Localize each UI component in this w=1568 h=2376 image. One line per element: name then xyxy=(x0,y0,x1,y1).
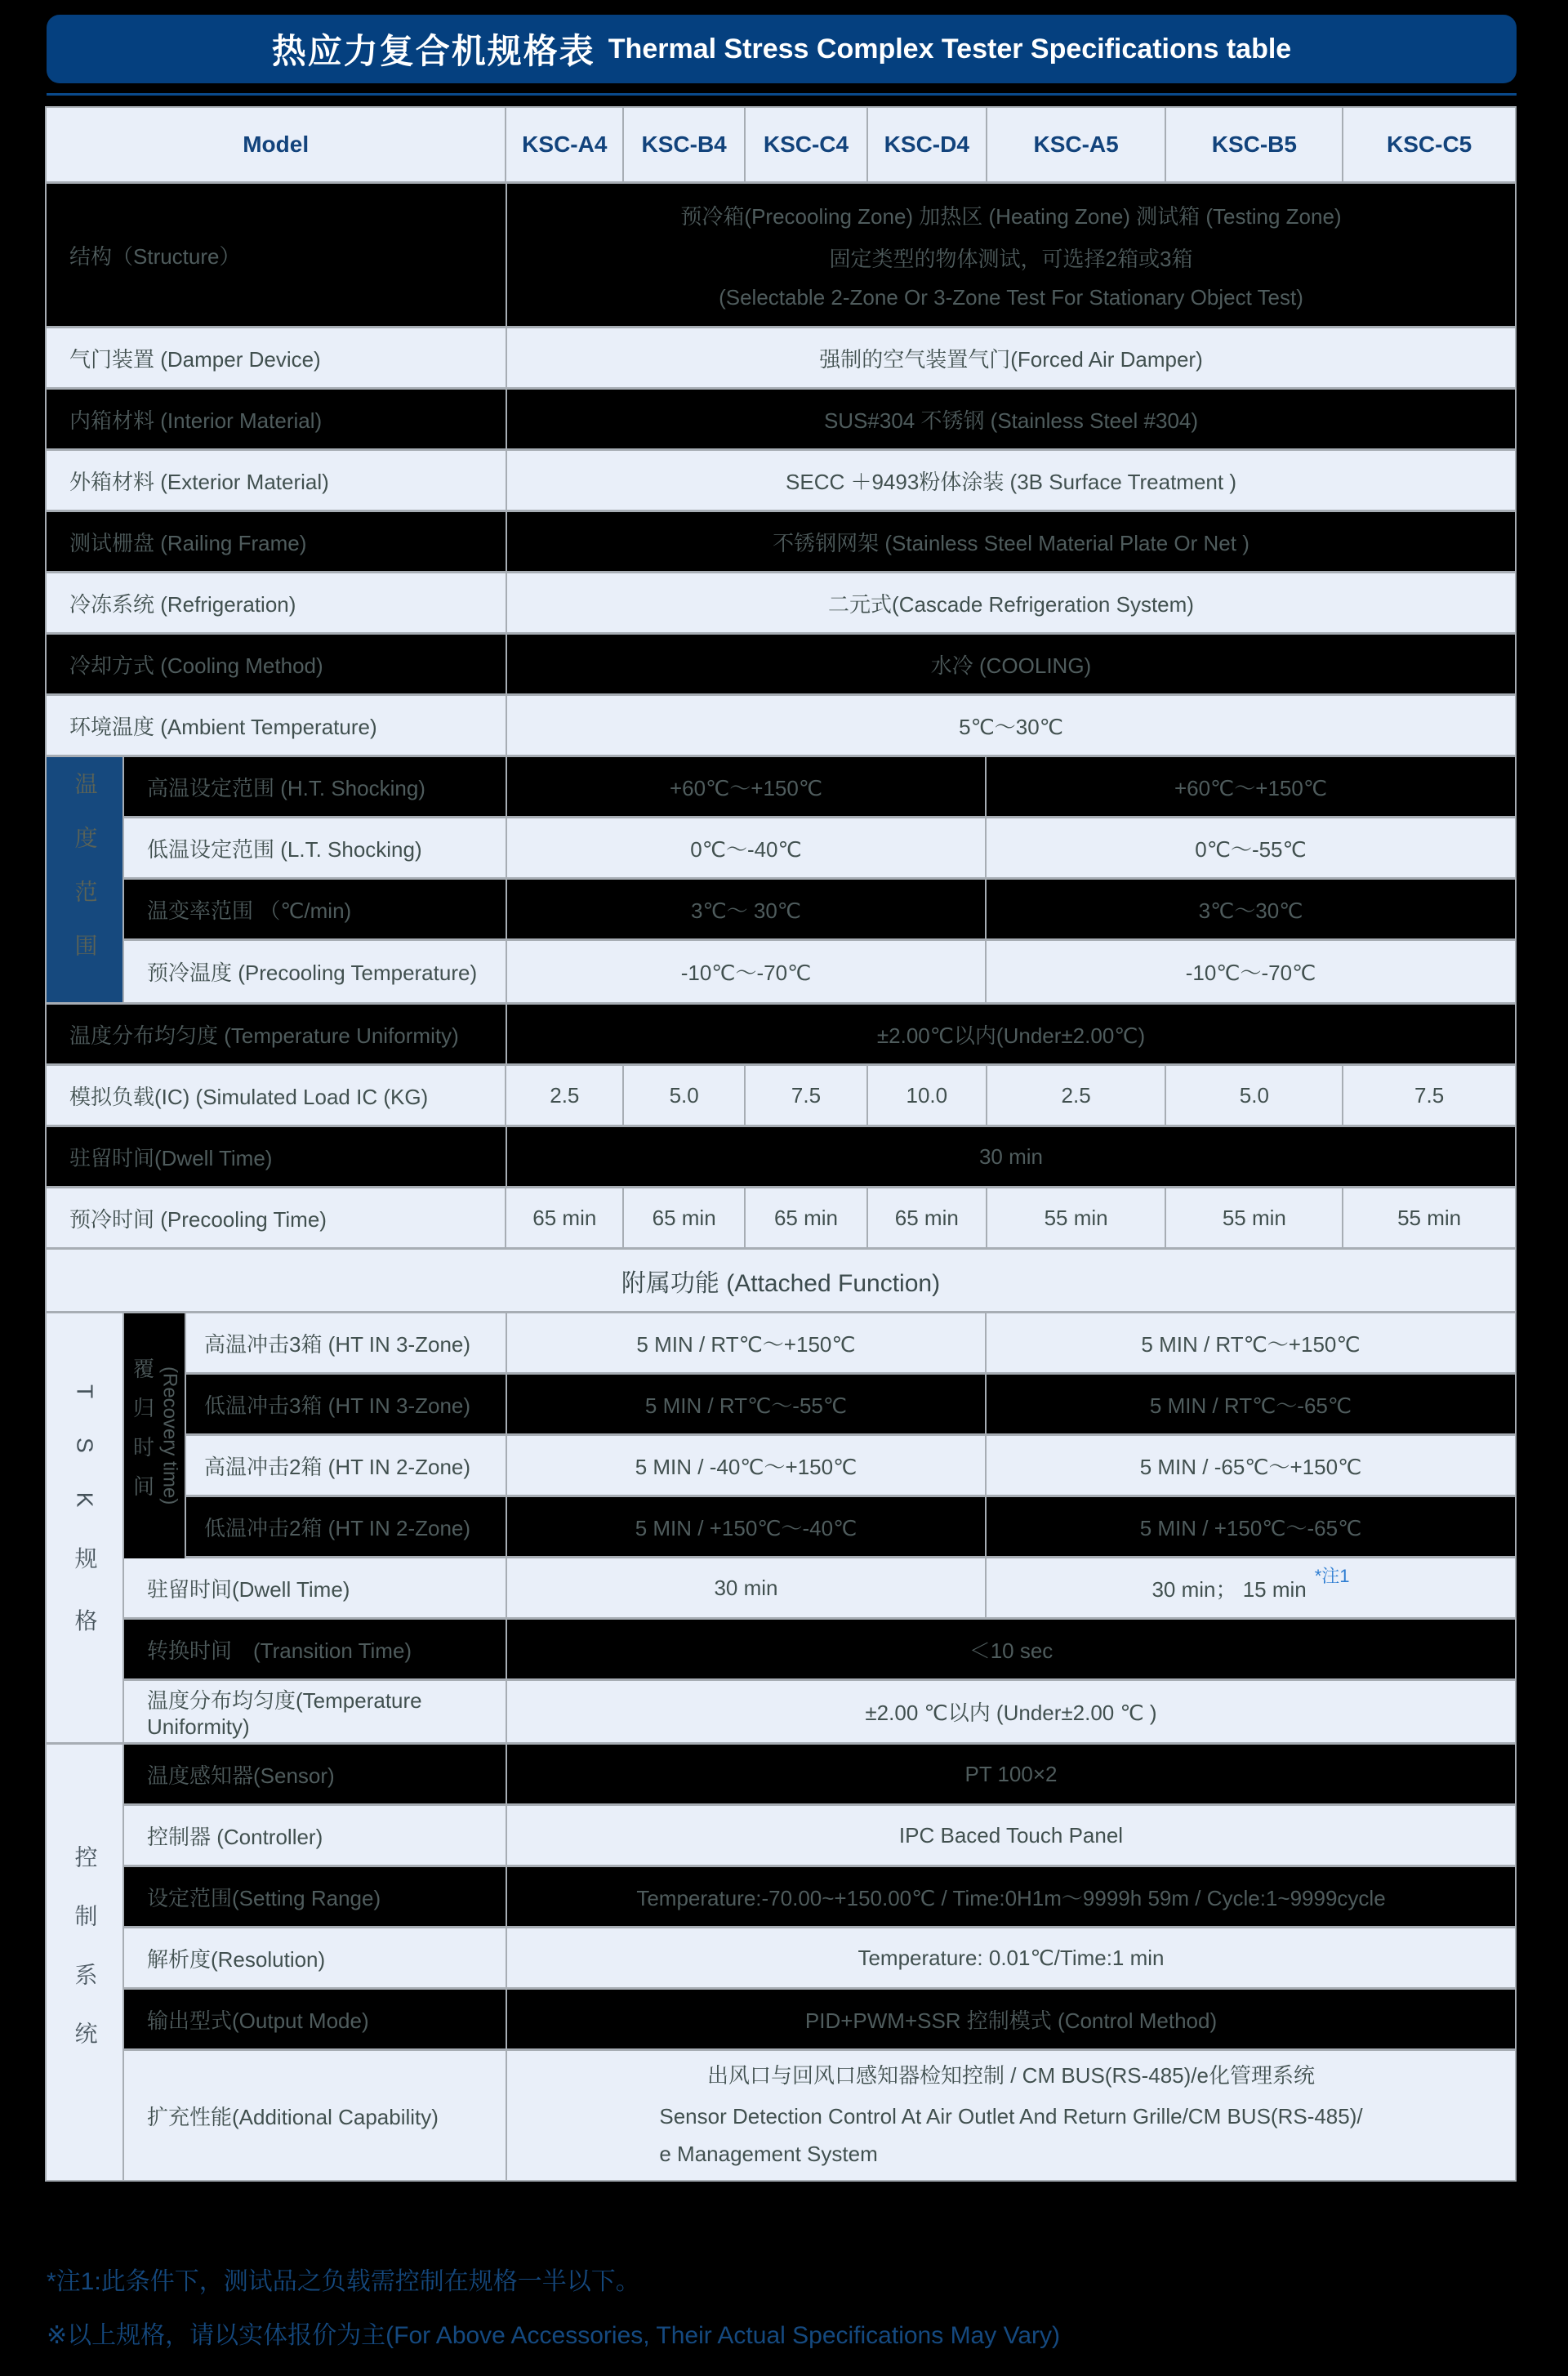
controller-label: 控制器 (Controller) xyxy=(124,1806,507,1865)
tsk-dwell-value-5series xyxy=(987,1558,1515,1617)
refrigeration-label: 冷冻系统 (Refrigeration) xyxy=(47,573,507,632)
structure-label: 结构（Structure） xyxy=(47,184,507,326)
row-precool-temp xyxy=(124,941,1515,1002)
row-ht-3zone xyxy=(186,1313,1515,1375)
row-ambient xyxy=(47,696,1515,757)
control-sidebar-label: 控制系统 xyxy=(72,1844,98,2080)
row-sensor xyxy=(124,1745,1515,1806)
control-sidebar xyxy=(47,1745,124,2180)
model-ksc-b4: KSC-B4 xyxy=(624,108,746,181)
precool-temp-value-5series: -10℃～-70℃ xyxy=(1185,961,1316,985)
lt-shocking-label: 低温设定范围 (L.T. Shocking) xyxy=(124,818,507,877)
load-ksc-a4: 2.5 xyxy=(506,1066,624,1125)
row-railing xyxy=(47,512,1515,573)
output-mode-label: 输出型式(Output Mode) xyxy=(124,1990,507,2048)
dwell-time-label: 驻留时间(Dwell Time) xyxy=(47,1127,507,1186)
precool-ksc-b5: 55 min xyxy=(1166,1188,1343,1247)
row-attached-function xyxy=(47,1250,1515,1313)
row-lt-2zone xyxy=(186,1497,1515,1558)
model-ksc-d4: KSC-D4 xyxy=(868,108,987,181)
lt-3zone-label: 低温冲击3箱 (HT IN 3-Zone) xyxy=(186,1375,507,1433)
structure-line-3: (Selectable 2-Zone Or 3-Zone Test For Stationary Object Test) xyxy=(719,284,1303,310)
lt-shocking-value-4series: 0℃～-40℃ xyxy=(507,818,987,877)
setting-range-value: Temperature:-70.00~+150.00℃ / Time:0H1m～9999h 59m / Cycle:1~9999cycle xyxy=(636,1885,1386,1910)
row-uniformity xyxy=(47,1005,1515,1066)
ht-2zone-value-5series: 5 MIN / -65℃～+150℃ xyxy=(1139,1454,1362,1479)
ht-3zone-value-5series: 5 MIN / RT℃～+150℃ xyxy=(1141,1331,1361,1357)
page-title-zh: 热应力复合机规格表 xyxy=(271,32,595,70)
row-exterior xyxy=(47,451,1515,512)
precool-ksc-a4: 65 min xyxy=(506,1188,624,1247)
row-setting-range xyxy=(124,1867,1515,1928)
cooling-label: 冷却方式 (Cooling Method) xyxy=(47,635,507,693)
tsk-dwell-value-text: 30 min； 15 min xyxy=(1152,1576,1307,1602)
recovery-time-zh: 覆归时间 xyxy=(130,1357,155,1514)
ht-shocking-label: 高温设定范围 (H.T. Shocking) xyxy=(124,757,507,816)
ht-2zone-value-4series: 5 MIN / -40℃～+150℃ xyxy=(507,1436,987,1495)
row-tsk-uniformity xyxy=(124,1681,1515,1742)
note1-reference: *注1 xyxy=(1314,1565,1350,1586)
model-ksc-a5: KSC-A5 xyxy=(987,108,1167,181)
section-tsk xyxy=(47,1313,1515,1745)
lt-3zone-value-4series: 5 MIN / RT℃～-55℃ xyxy=(507,1375,987,1433)
simulated-load-label: 模拟负载(IC) (Simulated Load IC (KG) xyxy=(47,1066,506,1125)
banner-underline xyxy=(47,93,1517,96)
uniformity-value: ±2.00℃以内(Under±2.00℃) xyxy=(876,1023,1146,1048)
transition-time-value: ＜10 sec xyxy=(969,1638,1054,1663)
load-ksc-d4: 10.0 xyxy=(868,1066,987,1125)
ht-shocking-value-5series: +60℃～+150℃ xyxy=(1174,775,1328,800)
structure-line-2: 固定类型的物体测试，可选择2箱或3箱 xyxy=(829,246,1193,271)
additional-capability-label: 扩充性能(Additional Capability) xyxy=(124,2051,507,2180)
sensor-value: PT 100×2 xyxy=(964,1761,1058,1786)
row-transition-time xyxy=(124,1620,1515,1681)
model-ksc-c4: KSC-C4 xyxy=(746,108,868,181)
railing-label: 测试栅盘 (Railing Frame) xyxy=(47,512,507,571)
cooling-value: 水冷 (COOLING) xyxy=(930,653,1092,678)
tsk-dwell-value-4series: 30 min xyxy=(507,1558,987,1617)
row-simulated-load xyxy=(47,1066,1515,1127)
footnotes xyxy=(47,2261,1060,2369)
sensor-label: 温度感知器(Sensor) xyxy=(124,1745,507,1803)
temp-rate-value-4series: 3℃～ 30℃ xyxy=(507,880,987,938)
row-resolution xyxy=(124,1928,1515,1990)
load-ksc-b5: 5.0 xyxy=(1166,1066,1343,1125)
row-cooling xyxy=(47,635,1515,696)
precool-ksc-c4: 65 min xyxy=(746,1188,868,1247)
output-mode-value: PID+PWM+SSR 控制模式 (Control Method) xyxy=(804,2008,1218,2033)
lt-shocking-value-5series: 0℃～-55℃ xyxy=(1195,836,1307,862)
damper-value: 强制的空气装置气门(Forced Air Damper) xyxy=(819,346,1203,372)
damper-label: 气门装置 (Damper Device) xyxy=(47,328,507,387)
additional-capability-value xyxy=(507,2051,1515,2180)
additional-line-2: Sensor Detection Control At Air Outlet And Return Grille/CM BUS(RS-485)/ xyxy=(659,2103,1363,2129)
footnote-1: *注1:此条件下，测试品之负载需控制在规格一半以下。 xyxy=(47,2268,640,2295)
spec-table xyxy=(45,106,1517,2182)
load-ksc-c4: 7.5 xyxy=(746,1066,868,1125)
refrigeration-value: 二元式(Cascade Refrigeration System) xyxy=(828,591,1194,617)
tsk-recovery-subsection xyxy=(124,1313,1515,1558)
lt-2zone-value-4series: 5 MIN / +150℃～-40℃ xyxy=(507,1497,987,1556)
precool-ksc-d4: 65 min xyxy=(868,1188,987,1247)
resolution-label: 解析度(Resolution) xyxy=(124,1928,507,1987)
row-additional-capability xyxy=(124,2051,1515,2180)
dwell-time-value: 30 min xyxy=(978,1143,1044,1169)
temp-rate-value-5series: 3℃～30℃ xyxy=(1198,898,1303,923)
load-ksc-a5: 2.5 xyxy=(987,1066,1167,1125)
interior-value: SUS#304 不锈钢 (Stainless Steel #304) xyxy=(823,408,1199,433)
precool-ksc-a5: 55 min xyxy=(987,1188,1167,1247)
model-header-label: Model xyxy=(47,108,506,181)
title-banner xyxy=(47,15,1517,83)
interior-label: 内箱材料 (Interior Material) xyxy=(47,390,507,448)
precool-ksc-b4: 65 min xyxy=(624,1188,746,1247)
row-structure xyxy=(47,184,1515,328)
resolution-value: Temperature: 0.01℃/Time:1 min xyxy=(858,1945,1165,1970)
load-ksc-b4: 5.0 xyxy=(624,1066,746,1125)
row-temp-rate xyxy=(124,880,1515,941)
temp-range-sidebar xyxy=(47,757,124,1002)
structure-value xyxy=(507,184,1515,326)
additional-line-1: 出风口与回风口感知器检知控制 / CM BUS(RS-485)/e化管理系统 xyxy=(707,2062,1315,2088)
precool-temp-value-4series: -10℃～-70℃ xyxy=(507,941,987,1002)
attached-function-title: 附属功能 (Attached Function) xyxy=(621,1269,941,1297)
row-lt-shocking xyxy=(124,818,1515,880)
additional-line-3: e Management System xyxy=(659,2141,878,2166)
ambient-value: 5℃～30℃ xyxy=(959,714,1063,739)
precooling-time-label: 预冷时间 (Precooling Time) xyxy=(47,1188,506,1247)
model-ksc-b5: KSC-B5 xyxy=(1166,108,1343,181)
model-ksc-c5: KSC-C5 xyxy=(1387,132,1472,157)
ht-3zone-label: 高温冲击3箱 (HT IN 3-Zone) xyxy=(186,1313,507,1372)
lt-3zone-value-5series: 5 MIN / RT℃～-65℃ xyxy=(1149,1393,1352,1418)
row-output-mode xyxy=(124,1990,1515,2051)
lt-2zone-value-5series: 5 MIN / +150℃～-65℃ xyxy=(1139,1515,1362,1540)
load-ksc-c5: 7.5 xyxy=(1414,1082,1445,1108)
section-temp-range xyxy=(47,757,1515,1005)
temp-range-sidebar-label: 温度范围 xyxy=(72,772,98,987)
precool-ksc-c5: 55 min xyxy=(1397,1205,1462,1230)
transition-time-label: 转换时间 (Transition Time) xyxy=(124,1620,507,1678)
row-lt-3zone xyxy=(186,1375,1515,1436)
uniformity-label: 温度分布均匀度 (Temperature Uniformity) xyxy=(47,1005,507,1063)
controller-value: IPC Baced Touch Panel xyxy=(898,1822,1124,1848)
recovery-time-en: (Recovery time) xyxy=(158,1366,181,1505)
exterior-label: 外箱材料 (Exterior Material) xyxy=(47,451,507,510)
row-damper xyxy=(47,328,1515,390)
recovery-time-sidebar xyxy=(124,1313,186,1558)
tsk-sidebar-label: TSK规格 xyxy=(72,1384,98,1671)
precool-temp-label: 预冷温度 (Precooling Temperature) xyxy=(124,941,507,1002)
ht-2zone-label: 高温冲击2箱 (HT IN 2-Zone) xyxy=(186,1436,507,1495)
railing-value: 不锈钢网架 (Stainless Steel Material Plate Or Net ) xyxy=(773,530,1250,555)
row-tsk-dwell xyxy=(124,1558,1515,1620)
page-title-en: Thermal Stress Complex Tester Specifications table xyxy=(608,33,1292,65)
row-ht-2zone xyxy=(186,1436,1515,1497)
ht-3zone-value-4series: 5 MIN / RT℃～+150℃ xyxy=(507,1313,987,1372)
setting-range-label: 设定范围(Setting Range) xyxy=(124,1867,507,1926)
lt-2zone-label: 低温冲击2箱 (HT IN 2-Zone) xyxy=(186,1497,507,1556)
section-control xyxy=(47,1745,1515,2180)
row-dwell-time xyxy=(47,1127,1515,1188)
row-interior xyxy=(47,390,1515,451)
ambient-label: 环境温度 (Ambient Temperature) xyxy=(47,696,507,755)
row-ht-shocking xyxy=(124,757,1515,818)
exterior-value: SECC ＋9493粉体涂装 (3B Surface Treatment ) xyxy=(786,469,1236,494)
footnote-2: ※以上规格，请以实体报价为主(For Above Accessories, Their Actual Specifications May Vary) xyxy=(47,2322,1061,2349)
row-controller xyxy=(124,1806,1515,1867)
ht-shocking-value-4series: +60℃～+150℃ xyxy=(507,757,987,816)
tsk-dwell-label: 驻留时间(Dwell Time) xyxy=(124,1558,507,1617)
temp-rate-label: 温变率范围 （℃/min) xyxy=(124,880,507,938)
tsk-uniformity-label: 温度分布均匀度(Temperature Uniformity) xyxy=(124,1681,507,1742)
tsk-uniformity-value: ±2.00 ℃以内 (Under±2.00 ℃ ) xyxy=(865,1701,1157,1725)
row-precooling-time xyxy=(47,1188,1515,1250)
structure-line-1: 预冷箱(Precooling Zone) 加热区 (Heating Zone) 测试箱 (Testing Zone) xyxy=(680,203,1342,229)
model-header-row xyxy=(47,108,1515,184)
row-refrigeration xyxy=(47,573,1515,635)
tsk-sidebar xyxy=(47,1313,124,1742)
model-ksc-a4: KSC-A4 xyxy=(506,108,624,181)
